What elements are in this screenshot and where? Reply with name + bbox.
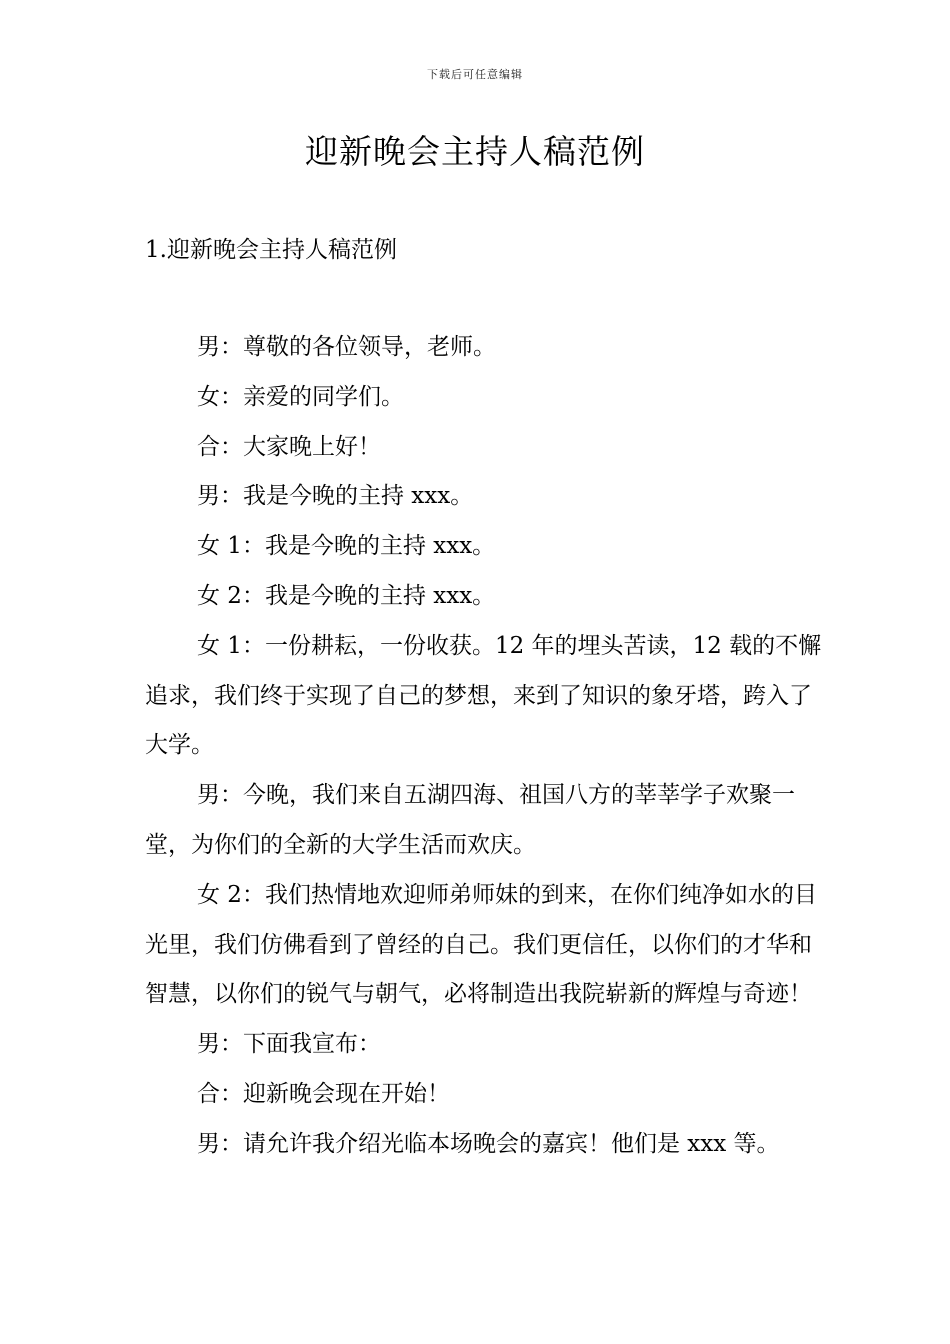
- paragraph: 女 2：我是今晚的主持 xxx。: [197, 582, 496, 609]
- paragraph: 女 2：我们热情地欢迎师弟师妹的到来，在你们纯净如水的目光里，我们仿佛看到了曾经的自己。我们更信任，以你们的才华和智慧，以你们的锐气与朝气，必将制造出我院崭新的辉煌与奇迹！: [145, 881, 817, 1008]
- paragraph: 合：迎新晚会现在开始！: [197, 1080, 450, 1107]
- paragraph: 男：我是今晚的主持 xxx。: [197, 483, 474, 510]
- body-text: [145, 323, 825, 1170]
- section-heading: 1.迎新晚会主持人稿范例: [145, 237, 397, 263]
- paragraph: 合：大家晚上好！: [197, 433, 381, 460]
- header-note: 下载后可任意编辑: [427, 68, 523, 81]
- paragraph: 男：请允许我介绍光临本场晚会的嘉宾！他们是 xxx 等。: [197, 1130, 780, 1157]
- paragraph: 男：今晚，我们来自五湖四海、祖国八方的莘莘学子欢聚一堂，为你们的全新的大学生活而欢庆。: [145, 782, 795, 858]
- paragraph: 女 1：我是今晚的主持 xxx。: [197, 533, 496, 560]
- document-title: 迎新晚会主持人稿范例: [305, 132, 645, 171]
- paragraph: 男：尊敬的各位领导，老师。: [197, 334, 496, 360]
- paragraph: 女 1：一份耕耘，一份收获。12 年的埋头苦读，12 载的不懈追求，我们终于实现了自己的梦想，来到了知识的象牙塔，跨入了大学。: [145, 632, 822, 759]
- paragraph: 男：下面我宣布：: [197, 1031, 381, 1058]
- paragraph: 女：亲爱的同学们。: [197, 383, 404, 410]
